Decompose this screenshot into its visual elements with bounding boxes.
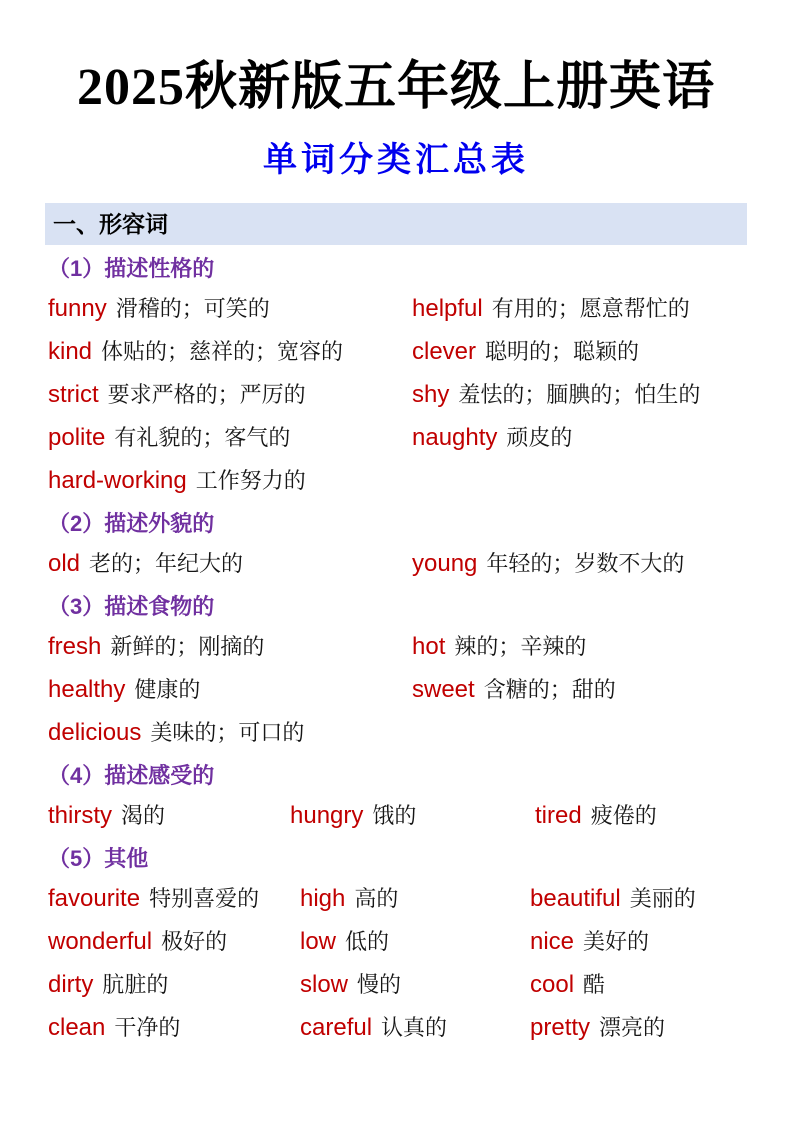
word-entry [48,461,412,504]
english-word: delicious [48,718,142,746]
word-entry [412,418,747,461]
english-word: helpful [412,294,483,322]
chinese-meaning: 辣的；辛辣的 [454,633,587,659]
word-entry [530,1008,747,1051]
word-row [48,796,747,839]
chinese-meaning: 极好的 [161,928,228,954]
word-entry [412,627,747,670]
chinese-meaning: 认真的 [381,1014,448,1040]
chinese-meaning: 低的 [345,928,390,954]
word-row [48,922,747,965]
word-entry [300,922,530,965]
word-entry [48,375,412,418]
page-title: 2025秋新版五年级上册英语 [76,59,715,116]
chinese-meaning: 聪明的；聪颖的 [485,338,640,364]
english-word: careful [300,1013,373,1041]
english-word: funny [48,294,107,322]
chinese-meaning: 健康的 [134,676,201,702]
word-row [48,418,747,461]
section-heading: （4）描述感受的 [48,762,215,788]
section-heading: （2）描述外貌的 [48,510,215,536]
chinese-meaning: 饿的 [372,802,417,828]
word-row [48,375,747,418]
word-list [45,249,747,1051]
english-word: fresh [48,632,102,660]
word-row [48,879,747,922]
chinese-meaning: 顽皮的 [506,424,573,450]
word-entry [48,965,300,1008]
section-heading: （5）其他 [48,845,149,871]
chinese-meaning: 滑稽的；可笑的 [115,295,270,321]
english-word: sweet [412,675,475,703]
english-word: kind [48,337,93,365]
english-word: healthy [48,675,126,703]
english-word: hard-working [48,466,187,494]
english-word: clever [412,337,477,365]
english-word: hungry [290,801,364,829]
word-row [48,670,747,713]
english-word: shy [412,380,450,408]
chinese-meaning: 美味的；可口的 [150,719,305,745]
chinese-meaning: 工作努力的 [195,467,306,493]
word-entry [48,1008,300,1051]
chinese-meaning: 慢的 [357,971,402,997]
chinese-meaning: 羞怯的；腼腆的；怕生的 [458,381,701,407]
chinese-meaning: 疲倦的 [590,802,657,828]
chinese-meaning: 漂亮的 [599,1014,666,1040]
english-word: thirsty [48,801,113,829]
english-word: naughty [412,423,498,451]
english-word: slow [300,970,349,998]
chinese-meaning: 肮脏的 [102,971,169,997]
english-word: strict [48,380,99,408]
word-entry [48,670,412,713]
word-row [48,1008,747,1051]
word-entry [48,544,412,587]
word-entry [48,289,412,332]
word-entry [535,796,747,839]
word-entry [530,922,747,965]
section-heading: （1）描述性格的 [48,255,215,281]
word-entry [300,1008,530,1051]
word-entry [48,418,412,461]
english-word: pretty [530,1013,591,1041]
chinese-meaning: 干净的 [114,1014,181,1040]
english-word: tired [535,801,582,829]
word-row [48,965,747,1008]
word-entry [48,922,300,965]
english-word: hot [412,632,446,660]
word-entry [48,713,412,756]
word-row [48,713,747,756]
word-entry [48,796,290,839]
word-entry [48,879,300,922]
english-word: wonderful [48,927,153,955]
english-word: low [300,927,337,955]
word-row [48,461,747,504]
chinese-meaning: 高的 [354,885,399,911]
chinese-meaning: 体贴的；慈祥的；宽容的 [101,338,344,364]
word-row [48,544,747,587]
chinese-meaning: 美好的 [583,928,650,954]
word-entry [290,796,535,839]
english-word: nice [530,927,575,955]
word-entry [300,879,530,922]
chinese-meaning: 有礼貌的；客气的 [114,424,291,450]
chinese-meaning: 酷 [583,971,606,997]
page-subtitle: 单词分类汇总表 [263,141,529,179]
chinese-meaning: 年轻的；岁数不大的 [486,550,685,576]
english-word: polite [48,423,106,451]
word-row [48,332,747,375]
chinese-meaning: 有用的；愿意帮忙的 [491,295,690,321]
word-row [48,627,747,670]
word-entry [412,544,747,587]
english-word: favourite [48,884,141,912]
chinese-meaning: 渴的 [121,802,166,828]
word-entry [412,289,747,332]
section-banner-adjectives: 一、形容词 [45,203,747,245]
word-entry [412,375,747,418]
word-entry [530,965,747,1008]
word-entry [48,627,412,670]
chinese-meaning: 特别喜爱的 [149,885,260,911]
english-word: old [48,549,81,577]
english-word: cool [530,970,575,998]
english-word: young [412,549,478,577]
english-word: high [300,884,346,912]
english-word: clean [48,1013,106,1041]
english-word: dirty [48,970,94,998]
english-word: beautiful [530,884,621,912]
word-entry [412,670,747,713]
chinese-meaning: 要求严格的；严厉的 [107,381,306,407]
word-entry [300,965,530,1008]
section-heading: （3）描述食物的 [48,593,215,619]
chinese-meaning: 美丽的 [629,885,696,911]
chinese-meaning: 新鲜的；刚摘的 [110,633,265,659]
chinese-meaning: 含糖的；甜的 [483,676,616,702]
word-row [48,289,747,332]
word-entry [412,332,747,375]
word-entry [530,879,747,922]
chinese-meaning: 老的；年纪大的 [89,550,244,576]
word-entry [48,332,412,375]
